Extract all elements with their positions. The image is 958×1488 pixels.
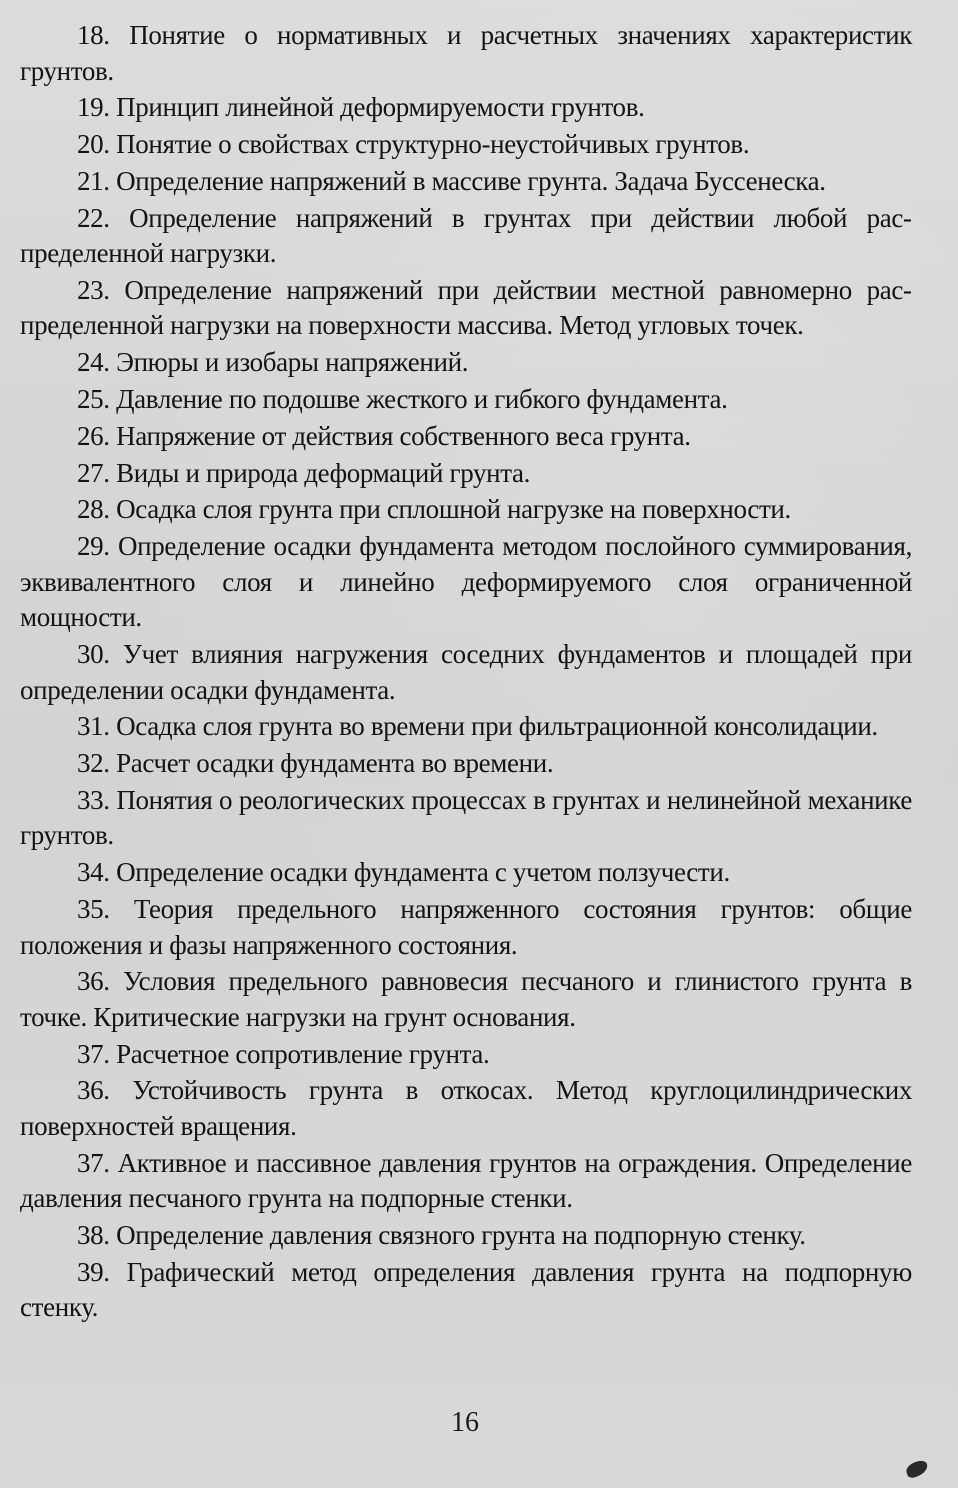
list-item	[20, 529, 912, 636]
item-text: Определение осадки фундамента методом послойного суммирования, эквивалентного слоя и линейно деформируемого слоя ограниченной мощности.	[20, 531, 912, 633]
list-item	[20, 419, 912, 455]
item-text: Определение напряжений в массиве грунта. Задача Буссенеска.	[116, 165, 826, 196]
item-text: Расчетное сопротивление грунта.	[116, 1038, 490, 1069]
item-number: 20.	[77, 129, 110, 160]
ink-smudge-decoration	[904, 1459, 929, 1480]
item-text: Понятие о нормативных и расчетных значениях характеристик грунтов.	[20, 20, 912, 86]
item-text: Осадка слоя грунта при сплошной нагрузке на поверхности.	[116, 494, 791, 525]
item-number: 30.	[77, 639, 110, 670]
item-number: 32.	[77, 748, 110, 779]
item-number: 29.	[77, 531, 110, 562]
item-number: 39.	[77, 1256, 110, 1287]
item-number: 27.	[77, 457, 110, 488]
item-text: Определение давления связного грунта на подпорную стенку.	[116, 1220, 806, 1251]
item-number: 34.	[77, 857, 110, 888]
item-number: 37.	[77, 1038, 110, 1069]
item-text: Определение напряжений в грунтах при действии любой распределенной нагрузки.	[20, 202, 912, 269]
question-list	[20, 18, 912, 1327]
item-text: Устойчивость грунта в откосах. Метод круглоцилиндрических поверхностей вращения.	[20, 1075, 912, 1141]
list-item	[20, 1255, 912, 1326]
item-text: Понятие о свойствах структурно-неустойчивых грунтов.	[116, 129, 750, 160]
list-item	[20, 1218, 912, 1254]
list-item	[20, 273, 912, 344]
list-item	[20, 964, 912, 1035]
item-text: Напряжение от действия собственного веса грунта.	[116, 420, 691, 451]
item-number: 33.	[77, 784, 110, 815]
item-text: Графический метод определения давления грунта на подпорную стенку.	[20, 1256, 912, 1323]
item-number: 38.	[77, 1220, 110, 1251]
item-number: 28.	[77, 494, 110, 525]
list-item	[20, 456, 912, 492]
page-number: 16	[451, 1407, 479, 1438]
item-number: 25.	[77, 384, 110, 415]
item-number: 37.	[77, 1147, 110, 1178]
item-text: Активное и пассивное давления грунтов на ограждения. Определение давления песчаного грунта на подпорные стенки.	[20, 1147, 912, 1214]
item-text: Определение напряжений при действии местной равномерно распределенной нагрузки на поверхности массива. Метод угловых точек.	[20, 274, 912, 341]
list-item	[20, 90, 912, 126]
item-number: 35.	[77, 894, 110, 925]
item-text: Понятия о реологических процессах в грунтах и нелинейной механике грунтов.	[20, 784, 912, 851]
item-text: Давление по подошве жесткого и гибкого фундамента.	[116, 384, 728, 415]
list-item	[20, 382, 912, 418]
item-text: Условия предельного равновесия песчаного и глинистого грунта в точке. Критические нагрузки на грунт основания.	[20, 966, 912, 1032]
item-number: 36.	[77, 1075, 110, 1106]
item-number: 31.	[77, 711, 110, 742]
item-text: Виды и природа деформаций грунта.	[116, 457, 531, 488]
list-item	[20, 1073, 912, 1144]
item-text: Эпюры и изобары напряжений.	[116, 347, 469, 378]
item-text: Осадка слоя грунта во времени при фильтрационной консолидации.	[116, 711, 878, 742]
item-text: Теория предельного напряженного состояния грунтов: общие положения и фазы напряженного состояния.	[20, 894, 912, 960]
item-text: Учет влияния нагружения соседних фундаментов и площадей при определении осадки фундамента.	[20, 639, 912, 705]
list-item	[20, 345, 912, 381]
list-item	[20, 637, 912, 708]
item-number: 21.	[77, 165, 110, 196]
item-text: Определение осадки фундамента с учетом ползучести.	[116, 857, 730, 888]
list-item	[20, 783, 912, 854]
item-text: Принцип линейной деформируемости грунтов.	[116, 92, 645, 123]
item-number: 26.	[77, 420, 110, 451]
item-text: Расчет осадки фундамента во времени.	[116, 748, 554, 779]
list-item	[20, 127, 912, 163]
list-item	[20, 1146, 912, 1217]
item-number: 22.	[77, 202, 110, 233]
item-number: 19.	[77, 92, 110, 123]
list-item	[20, 492, 912, 528]
list-item	[20, 855, 912, 891]
list-item	[20, 892, 912, 963]
list-item	[20, 1037, 912, 1073]
item-number: 24.	[77, 347, 110, 378]
list-item	[20, 709, 912, 745]
list-item	[20, 746, 912, 782]
list-item	[20, 18, 912, 89]
list-item	[20, 201, 912, 272]
item-number: 23.	[77, 274, 110, 305]
item-number: 36.	[77, 966, 110, 997]
list-item	[20, 164, 912, 200]
item-number: 18.	[77, 20, 110, 50]
